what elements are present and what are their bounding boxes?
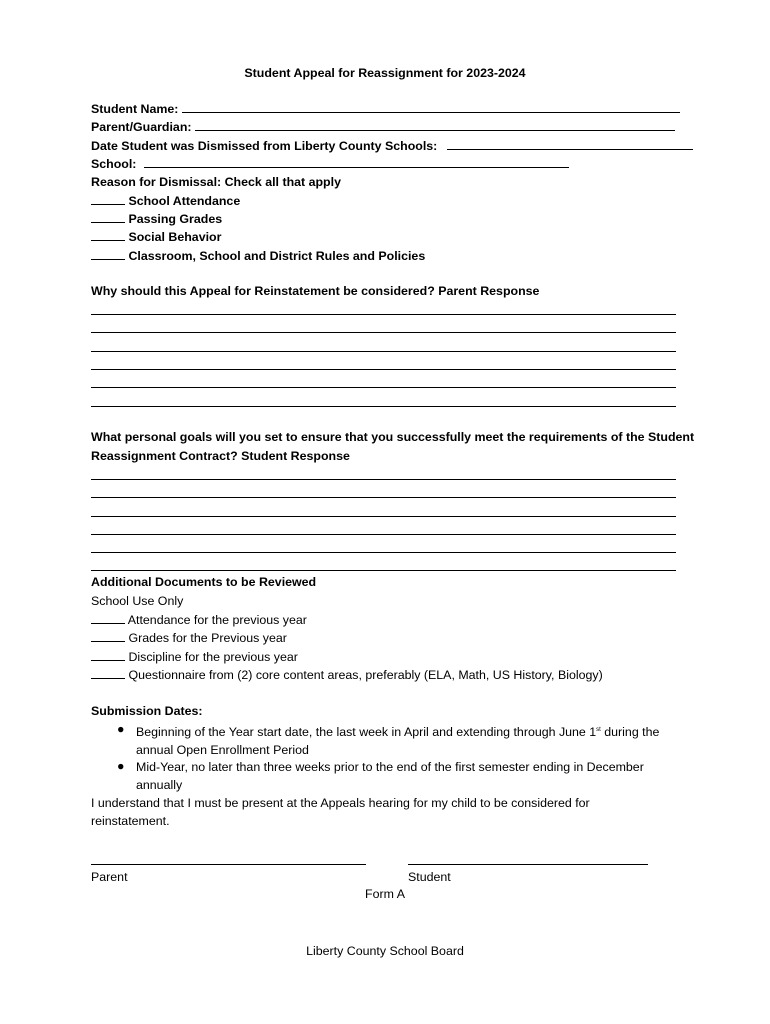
- student-response-line[interactable]: [91, 479, 676, 480]
- reason-item[interactable]: [91, 248, 425, 264]
- document-item[interactable]: [91, 667, 603, 683]
- student-response-question-line1: What personal goals will you set to ensure that you successfully meet the requirements of the Student: [91, 430, 695, 444]
- reason-item-label: Classroom, School and District Rules and Policies: [128, 249, 426, 263]
- reason-item[interactable]: [91, 193, 240, 209]
- parent-guardian-field[interactable]: [91, 119, 675, 135]
- document-item-label: Questionnaire from (2) core content areas, preferably (ELA, Math, US History, Biology): [128, 668, 603, 682]
- student-response-line[interactable]: [91, 516, 676, 517]
- parent-response-line[interactable]: [91, 369, 676, 370]
- student-response-line[interactable]: [91, 570, 676, 571]
- parent-signature-label: Parent: [91, 870, 128, 884]
- reason-item-label: Social Behavior: [128, 230, 222, 244]
- student-signature-line[interactable]: [408, 864, 648, 865]
- bullet-icon: ●: [117, 722, 125, 736]
- checkbox-blank[interactable]: [91, 649, 125, 661]
- reason-item[interactable]: [91, 229, 221, 245]
- student-name-label: Student Name:: [91, 102, 179, 116]
- student-response-line[interactable]: [91, 497, 676, 498]
- submission-bullet-text: Mid-Year, no later than three weeks prior to the end of the first semester ending in December annually: [136, 760, 644, 792]
- document-item[interactable]: [91, 649, 298, 665]
- checkbox-blank[interactable]: [91, 612, 125, 624]
- parent-guardian-blank[interactable]: [195, 119, 675, 131]
- document-item-label: Discipline for the previous year: [128, 650, 298, 664]
- parent-signature-line[interactable]: [91, 864, 366, 865]
- document-item[interactable]: [91, 630, 287, 646]
- school-field[interactable]: [91, 156, 569, 172]
- student-name-field[interactable]: [91, 101, 680, 117]
- checkbox-blank[interactable]: [91, 229, 125, 241]
- school-label: School:: [91, 157, 137, 171]
- student-response-question-line2: Reassignment Contract? Student Response: [91, 449, 350, 463]
- submission-bullet: [136, 721, 681, 759]
- parent-guardian-label: Parent/Guardian:: [91, 120, 192, 134]
- submission-bullet: [136, 758, 681, 794]
- parent-response-line[interactable]: [91, 387, 676, 388]
- date-dismissed-blank[interactable]: [447, 138, 693, 150]
- checkbox-blank[interactable]: [91, 248, 125, 260]
- student-response-line[interactable]: [91, 552, 676, 553]
- attendance-statement: I understand that I must be present at the Appeals hearing for my child to be considered for reinstatement.: [91, 796, 590, 828]
- checkbox-blank[interactable]: [91, 630, 125, 642]
- form-title: Student Appeal for Reassignment for 2023-2024: [244, 66, 526, 80]
- reason-item-label: School Attendance: [128, 194, 241, 208]
- student-response-line[interactable]: [91, 534, 676, 535]
- school-blank[interactable]: [144, 156, 569, 168]
- date-dismissed-field[interactable]: [91, 138, 693, 154]
- parent-response-question: Why should this Appeal for Reinstatement be considered? Parent Response: [91, 284, 540, 298]
- parent-response-line[interactable]: [91, 332, 676, 333]
- student-signature-label: Student: [408, 870, 451, 884]
- submission-bullet-text: Beginning of the Year start date, the last week in April and extending through June 1: [136, 725, 597, 740]
- reason-item-label: Passing Grades: [128, 212, 223, 226]
- checkbox-blank[interactable]: [91, 211, 125, 223]
- reason-heading: Reason for Dismissal: Check all that apply: [91, 175, 341, 189]
- footer-school-board: Liberty County School Board: [306, 944, 464, 958]
- parent-response-line[interactable]: [91, 314, 676, 315]
- document-item-label: Grades for the Previous year: [128, 631, 287, 645]
- form-label: Form A: [365, 887, 405, 901]
- parent-response-line[interactable]: [91, 406, 676, 407]
- parent-response-line[interactable]: [91, 351, 676, 352]
- submission-bullet-text-end: during the annual Open Enrollment Period: [136, 725, 660, 758]
- date-dismissed-label: Date Student was Dismissed from Liberty County Schools:: [91, 139, 438, 153]
- document-item[interactable]: [91, 612, 307, 628]
- reason-item[interactable]: [91, 211, 222, 227]
- checkbox-blank[interactable]: [91, 193, 125, 205]
- school-use-only-note: School Use Only: [91, 594, 184, 608]
- student-name-blank[interactable]: [182, 101, 680, 113]
- checkbox-blank[interactable]: [91, 667, 125, 679]
- additional-documents-heading: Additional Documents to be Reviewed: [91, 575, 317, 589]
- bullet-icon: ●: [117, 759, 125, 773]
- document-item-label: Attendance for the previous year: [127, 613, 307, 627]
- submission-dates-heading: Submission Dates:: [91, 704, 203, 718]
- ordinal-suffix: st: [596, 727, 601, 733]
